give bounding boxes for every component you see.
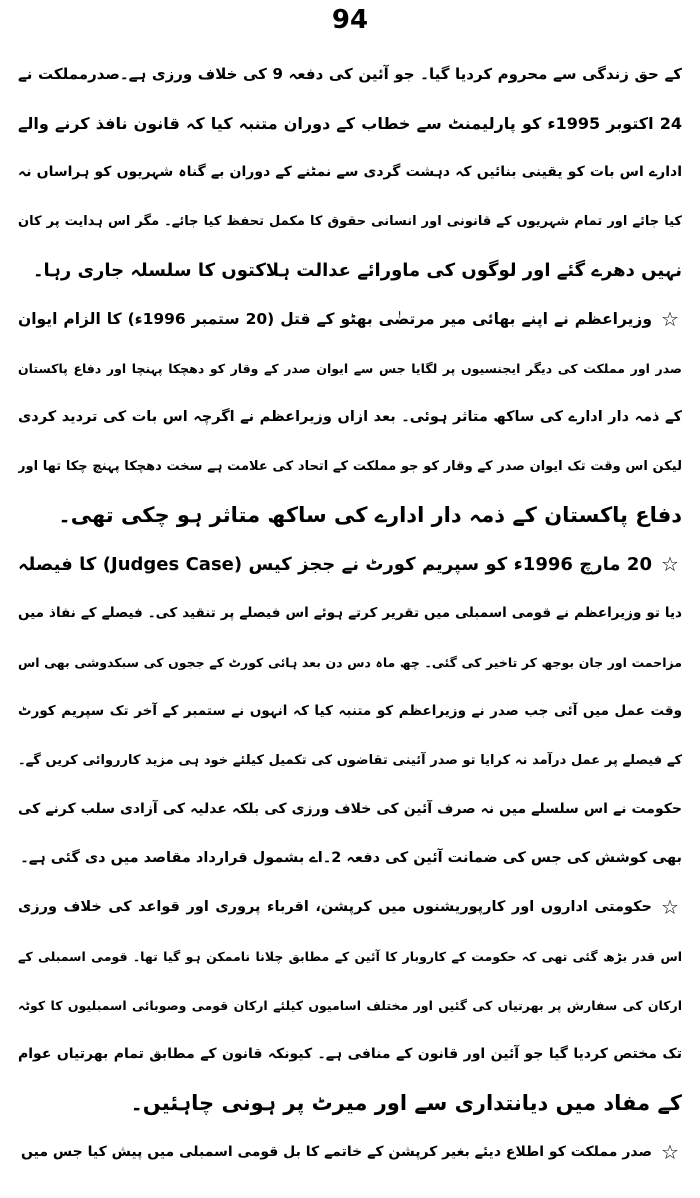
text-line: اس قدر بڑھ گئی تھی کہ حکومت کے کاروبار کا آئین کے مطابق چلانا ناممکن ہو گیا تھا۔ قومی اسمبلی کے [18,949,682,964]
text-line: حکومتی اداروں اور کارپوریشنوں میں کرپشن، اقرباء پروری اور قواعد کی خلاف ورزی [18,899,652,915]
page-number: 94 [331,5,369,35]
text-line: وزیراعظم نے اپنے بھائی میر مرتضٰی بھٹو کے قتل (20 ستمبر 1996ء) کا الزام ایوان [18,310,652,328]
text-line: کے فیصلے پر عمل درآمد نہ کرایا تو صدر آئینی تقاضوں کی تکمیل کیلئے خود ہی مزید کارروائی کریں گے۔ [18,753,682,768]
text-line: کے ذمہ دار ادارے کی ساکھ متاثر ہوئی۔ بعد ازاں وزیراعظم نے اگرچہ اس بات کی تردید کردی [18,409,682,425]
text-line: حکومت نے اس سلسلے میں نہ صرف آئین کی خلاف ورزی کی بلکہ عدلیہ کی آزادی سلب کرنے کی [18,801,682,817]
star-bullet-icon: ☆ [661,552,679,576]
text-line: بھی کوشش کی جس کی ضمانت آئین کی دفعہ 2۔اے بشمول قرارداد مقاصد میں دی گئی ہے۔ [20,850,682,866]
text-line: دفاع پاکستان کے ذمہ دار ادارے کی ساکھ متاثر ہو چکی تھی۔ [58,503,682,527]
star-bullet-icon: ☆ [661,307,679,331]
page-body [18,50,682,1177]
bulleted-paragraph [18,295,682,540]
text-line: تک مختص کردیا گیا جو آئین اور قانون کے منافی ہے۔ کیونکہ قانون کے مطابق تمام بھرتیاں عوام [18,1046,682,1062]
text-line: کے حق زندگی سے محروم کردیا گیا۔ جو آئین کی دفعہ 9 کی خلاف ورزی ہے۔صدرمملکت نے [18,65,682,83]
text-line: وقت عمل میں آئی جب صدر نے وزیراعظم کو متنبہ کیا کہ انہوں نے ستمبر کے آخر تک سپریم کورٹ [18,703,682,719]
text-line: ارکان کی سفارش پر بھرتیاں کی گئیں اور مختلف اسامیوں کیلئے ارکان قومی وصوبائی اسمبلیوں کا کوٹہ [18,998,682,1013]
text-line: ادارے اس بات کو یقینی بنائیں کہ دہشت گردی سے نمٹنے کے دوران بے گناہ شہریوں کو ہراساں نہ [18,164,682,180]
text-line: دیا تو وزیراعظم نے قومی اسمبلی میں تقریر کرتے ہوئے اس فیصلے پر تنقید کی۔ فیصلے کے نفاذ میں [18,605,682,621]
text-line: 20 مارچ 1996ء کو سپریم کورٹ نے ججز کیس (Judges Case) کا فیصلہ [18,554,652,575]
text-line: صدر مملکت کو اطلاع دیئے بغیر کرپشن کے خاتمے کا بل قومی اسمبلی میں پیش کیا جس میں [21,1144,652,1160]
bulleted-paragraph [18,540,682,883]
star-bullet-icon: ☆ [661,1140,679,1164]
text-line: نہیں دھرے گئے اور لوگوں کی ماورائے عدالت ہلاکتوں کا سلسلہ جاری رہا۔ [32,260,682,281]
text-line: کیا جائے اور تمام شہریوں کے قانونی اور انسانی حقوق کا مکمل تحفظ کیا جائے۔ مگر اس ہدایت پر کان [18,214,682,229]
star-bullet-icon: ☆ [661,895,679,919]
text-line: لیکن اس وقت تک ایوان صدر کے وقار کو جو مملکت کے اتحاد کی علامت ہے سخت دھچکا پہنچ چکا تھا اور [18,459,682,474]
text-line: مزاحمت اور جان بوجھ کر تاخیر کی گئی۔ چھ ماہ دس دن بعد ہائی کورٹ کے ججوں کی سبکدوشی بھی اس [18,655,682,670]
text-line: صدر اور مملکت کی دیگر ایجنسیوں پر لگایا جس سے ایوان صدر کے وقار کو دھچکا پہنچا اور دفاع پاکستان [18,361,682,376]
text-line: کے مفاد میں دیانتداری سے اور میرٹ پر ہونی چاہئیں۔ [130,1091,682,1115]
bulleted-paragraph [18,1128,682,1177]
bulleted-paragraph [18,883,682,1128]
text-line: 24 اکتوبر 1995ء کو پارلیمنٹ سے خطاب کے دوران متنبہ کیا کہ قانون نافذ کرنے والے [18,114,682,133]
paragraph [18,50,682,295]
